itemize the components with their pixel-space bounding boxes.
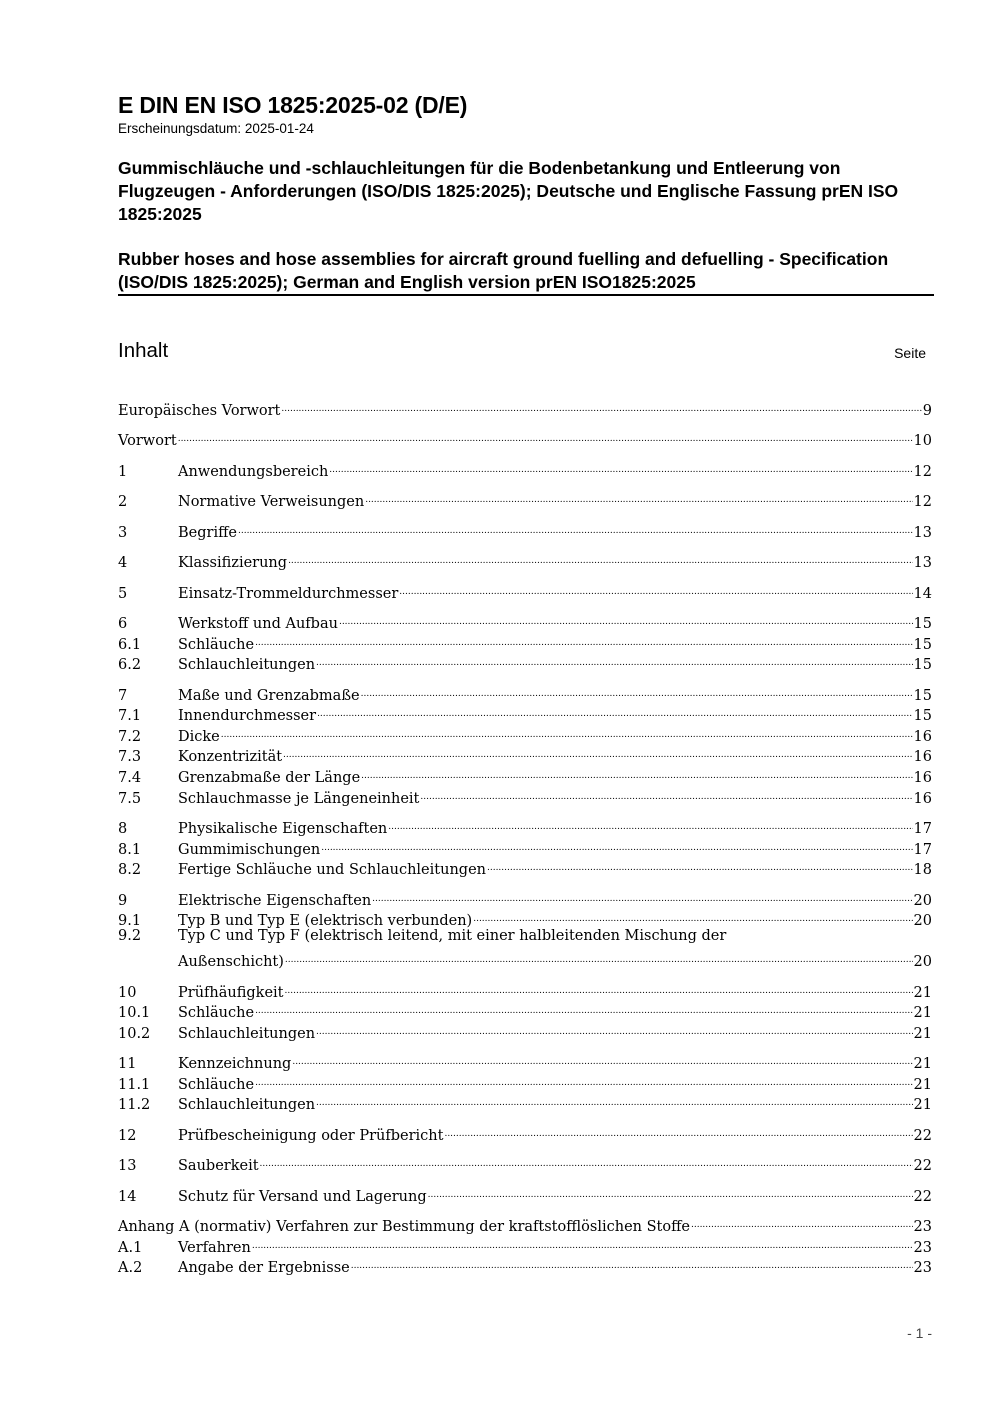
toc-entry-continuation[interactable]	[178, 946, 932, 970]
dot-leader	[178, 425, 913, 445]
toc-entry[interactable]	[118, 578, 932, 602]
toc-entry-number: 7.3	[118, 749, 142, 765]
toc-entry-number: 5	[118, 586, 128, 602]
toc-entry-page: 23	[913, 1260, 932, 1276]
toc-entry-number: A.1	[118, 1240, 143, 1256]
toc-entry-title: Anwendungsbereich	[178, 464, 329, 480]
toc-entry[interactable]	[118, 762, 932, 786]
toc-entry[interactable]	[118, 1211, 932, 1235]
dot-leader	[281, 395, 921, 415]
toc-heading-row	[118, 338, 926, 368]
toc-entry-number: 9.1	[118, 913, 142, 929]
toc-entry-title: Klassifizierung	[178, 555, 288, 571]
toc-entry-title: Werkstoff und Aufbau	[178, 616, 338, 632]
toc-entry[interactable]	[118, 1150, 932, 1174]
toc-entry-title: Angabe der Ergebnisse	[178, 1260, 350, 1276]
toc-entry-number: 14	[118, 1189, 137, 1205]
toc-entry-title: Schlauchleitungen	[178, 1026, 316, 1042]
toc-entry-title: Anhang A (normativ) Verfahren zur Bestimmung der kraftstofflöslichen Stoffe	[118, 1219, 690, 1235]
toc-entry[interactable]	[118, 456, 932, 480]
toc-entry-number: 9	[118, 893, 128, 909]
toc-entry-page: 16	[913, 729, 932, 745]
dot-leader	[487, 854, 913, 874]
dot-leader	[285, 946, 913, 966]
toc-entry-title: Vorwort	[118, 433, 177, 449]
toc-entry-page: 20	[913, 954, 932, 970]
toc-entry-title: Verfahren	[178, 1240, 251, 1256]
toc-entry-page: 20	[913, 893, 932, 909]
dot-leader	[339, 608, 913, 628]
toc-entry-page: 22	[913, 1189, 932, 1205]
toc-entry-page: 21	[913, 985, 932, 1001]
toc-entry-page: 12	[913, 464, 932, 480]
toc-entry[interactable]	[118, 395, 932, 419]
toc-entry-page: 21	[913, 1097, 932, 1113]
dot-leader	[473, 905, 912, 925]
toc-entry-number: 9.2	[118, 928, 142, 944]
toc-entry-number: 13	[118, 1158, 137, 1174]
toc-entry[interactable]	[118, 425, 932, 449]
toc-entry[interactable]	[118, 854, 932, 878]
toc-entry[interactable]	[118, 834, 932, 858]
dot-leader	[399, 578, 912, 598]
toc-entry-title: Konzentrizität	[178, 749, 283, 765]
dot-leader	[361, 762, 912, 782]
page-number: - 1 -	[907, 1325, 932, 1341]
toc-entry[interactable]	[118, 1252, 932, 1276]
dot-leader	[316, 649, 913, 669]
toc-entry-title: Schlauchleitungen	[178, 657, 316, 673]
toc-entry-title: Innendurchmesser	[178, 708, 317, 724]
toc-entry[interactable]	[118, 926, 932, 946]
toc-entry-page: 21	[913, 1056, 932, 1072]
toc-entry-title: Prüfhäufigkeit	[178, 985, 284, 1001]
toc-entry[interactable]	[118, 680, 932, 704]
dot-leader	[428, 1181, 913, 1201]
toc-entry-page: 21	[913, 1077, 932, 1093]
toc-entry-title: Begriffe	[178, 525, 237, 541]
toc-entry-title: Typ B und Typ E (elektrisch verbunden)	[178, 913, 473, 929]
toc-entry-page: 20	[913, 913, 932, 929]
toc-entry-title: Schlauchleitungen	[178, 1097, 316, 1113]
toc-entry-number: 4	[118, 555, 128, 571]
dot-leader	[316, 1089, 913, 1109]
toc-entry[interactable]	[118, 517, 932, 541]
title-english: Rubber hoses and hose assemblies for aircraft ground fuelling and defuelling - Specification (ISO/DIS 1825:2025); German and English version prEN ISO1825:2025	[118, 248, 934, 296]
toc-entry-title: Einsatz-Trommeldurchmesser	[178, 586, 399, 602]
toc-entry-page: 15	[913, 637, 932, 653]
toc-entry[interactable]	[118, 608, 932, 632]
toc-page-label: Seite	[894, 345, 926, 361]
toc-entry-title: Normative Verweisungen	[178, 494, 365, 510]
toc-entry-page: 23	[913, 1240, 932, 1256]
toc-entry-number: 7.2	[118, 729, 142, 745]
toc-entry[interactable]	[118, 721, 932, 745]
toc-entry-title: Dicke	[178, 729, 220, 745]
toc-entry-page: 23	[913, 1219, 932, 1235]
toc-entry[interactable]	[118, 977, 932, 1001]
toc-entry[interactable]	[118, 1232, 932, 1256]
toc-entry-page: 15	[913, 688, 932, 704]
toc-entry-number: 7	[118, 688, 128, 704]
toc-entry[interactable]	[118, 813, 932, 837]
toc-entry-number: 7.5	[118, 791, 142, 807]
toc-entry-number: 6.1	[118, 637, 142, 653]
toc-entry-page: 16	[913, 770, 932, 786]
dot-leader	[283, 741, 913, 761]
dot-leader	[351, 1252, 913, 1272]
dot-leader	[255, 1069, 912, 1089]
toc-entry[interactable]	[118, 649, 932, 673]
toc-entry-number: 8.2	[118, 862, 142, 878]
toc-entry[interactable]	[118, 741, 932, 765]
toc-entry-number: 7.1	[118, 708, 142, 724]
toc-entry[interactable]	[118, 547, 932, 571]
toc-entry-title: Physikalische Eigenschaften	[178, 821, 388, 837]
toc-entry-page: 18	[913, 862, 932, 878]
toc-entry-number: 10.1	[118, 1005, 151, 1021]
dot-leader	[260, 1150, 913, 1170]
dot-leader	[329, 456, 912, 476]
toc-entry-page: 12	[913, 494, 932, 510]
dot-leader	[255, 629, 912, 649]
toc-entry-title: Prüfbescheinigung oder Prüfbericht	[178, 1128, 444, 1144]
toc-entry-number: 8.1	[118, 842, 142, 858]
toc-entry[interactable]	[118, 783, 932, 807]
dot-leader	[691, 1211, 913, 1231]
toc-entry-number: 12	[118, 1128, 137, 1144]
toc-entry-number: 6	[118, 616, 128, 632]
toc-heading: Inhalt	[118, 339, 169, 362]
toc-entry-number: 3	[118, 525, 128, 541]
toc-entry-title: Schläuche	[178, 1077, 255, 1093]
toc-entry-page: 15	[913, 708, 932, 724]
toc-entry-title: Elektrische Eigenschaften	[178, 893, 372, 909]
toc-entry-title: Schläuche	[178, 1005, 255, 1021]
title-german: Gummischläuche und -schlauchleitungen für die Bodenbetankung und Entleerung von Flugzeugen - Anforderungen (ISO/DIS 1825:2025); Deutsche und Englische Fassung prEN ISO 1825:2025	[118, 158, 899, 224]
dot-leader	[285, 977, 913, 997]
toc-entry[interactable]	[118, 1181, 932, 1205]
dot-leader	[252, 1232, 913, 1252]
dot-leader	[317, 700, 912, 720]
toc-entry[interactable]	[118, 1069, 932, 1093]
dot-leader	[221, 721, 913, 741]
toc-entry[interactable]	[118, 885, 932, 909]
toc-entry-title: Kennzeichnung	[178, 1056, 292, 1072]
toc-entry-number: 11.1	[118, 1077, 151, 1093]
toc-entry-number: 6.2	[118, 657, 142, 673]
toc-entry-title: Sauberkeit	[178, 1158, 259, 1174]
toc-entry-title: Schlauchmasse je Längeneinheit	[178, 791, 420, 807]
toc-entry-page: 15	[913, 657, 932, 673]
dot-leader	[288, 547, 912, 567]
toc-entry-number: 10	[118, 985, 137, 1001]
toc-entry-title: Europäisches Vorwort	[118, 403, 281, 419]
toc-entry-page: 13	[913, 525, 932, 541]
toc-entry-title: Schutz für Versand und Lagerung	[178, 1189, 427, 1205]
toc-entry[interactable]	[118, 997, 932, 1021]
dot-leader	[321, 834, 912, 854]
toc-entry-number: 11.2	[118, 1097, 151, 1113]
toc-entry-page: 17	[913, 842, 932, 858]
toc-entry-page: 22	[913, 1158, 932, 1174]
toc-entry[interactable]	[118, 486, 932, 510]
publication-date: Erscheinungsdatum: 2025-01-24	[118, 121, 314, 136]
toc-entry-number: A.2	[118, 1260, 143, 1276]
toc-entry-number: 8	[118, 821, 128, 837]
toc-entry-number: 10.2	[118, 1026, 151, 1042]
toc-entry[interactable]	[118, 1120, 932, 1144]
dot-leader	[255, 997, 912, 1017]
toc-entry-page: 14	[913, 586, 932, 602]
toc-entry-page: 16	[913, 749, 932, 765]
toc-entry[interactable]	[118, 1048, 932, 1072]
toc-entry-number: 1	[118, 464, 128, 480]
toc-entry-page: 17	[913, 821, 932, 837]
toc-entry-title: Fertige Schläuche und Schlauchleitungen	[178, 862, 486, 878]
toc-entry[interactable]	[118, 1089, 932, 1113]
document-header	[118, 90, 934, 296]
dot-leader	[238, 517, 913, 537]
toc-entry-page: 21	[913, 1026, 932, 1042]
toc-entry-title: Typ C und Typ F (elektrisch leitend, mit einer halbleitenden Mischung der	[178, 928, 727, 944]
toc-entry-title: Grenzabmaße der Länge	[178, 770, 361, 786]
toc-entry-page: 22	[913, 1128, 932, 1144]
dot-leader	[420, 783, 912, 803]
toc-entry-title: Maße und Grenzabmaße	[178, 688, 360, 704]
dot-leader	[365, 486, 912, 506]
toc-entry[interactable]	[118, 905, 932, 929]
dot-leader	[372, 885, 912, 905]
dot-leader	[444, 1120, 912, 1140]
toc-entry[interactable]	[118, 1018, 932, 1042]
dot-leader	[361, 680, 913, 700]
toc-entry-page: 13	[913, 555, 932, 571]
toc-entry-number: 7.4	[118, 770, 142, 786]
dot-leader	[292, 1048, 912, 1068]
toc-entry-number: 11	[118, 1056, 137, 1072]
document-id: E DIN EN ISO 1825:2025-02 (D/E)	[118, 92, 468, 118]
toc-entry-page: 21	[913, 1005, 932, 1021]
dot-leader	[316, 1018, 913, 1038]
toc-entry-title: Gummimischungen	[178, 842, 321, 858]
toc-entry[interactable]	[118, 629, 932, 653]
toc-entry-title-continued: Außenschicht)	[178, 954, 284, 970]
toc-entry-page: 16	[913, 791, 932, 807]
toc-entry-number: 2	[118, 494, 128, 510]
toc-entry-page: 9	[922, 403, 932, 419]
toc-entry-page: 10	[913, 433, 932, 449]
toc-entry-title: Schläuche	[178, 637, 255, 653]
toc-entry-page: 15	[913, 616, 932, 632]
toc-entry[interactable]	[118, 700, 932, 724]
dot-leader	[388, 813, 912, 833]
